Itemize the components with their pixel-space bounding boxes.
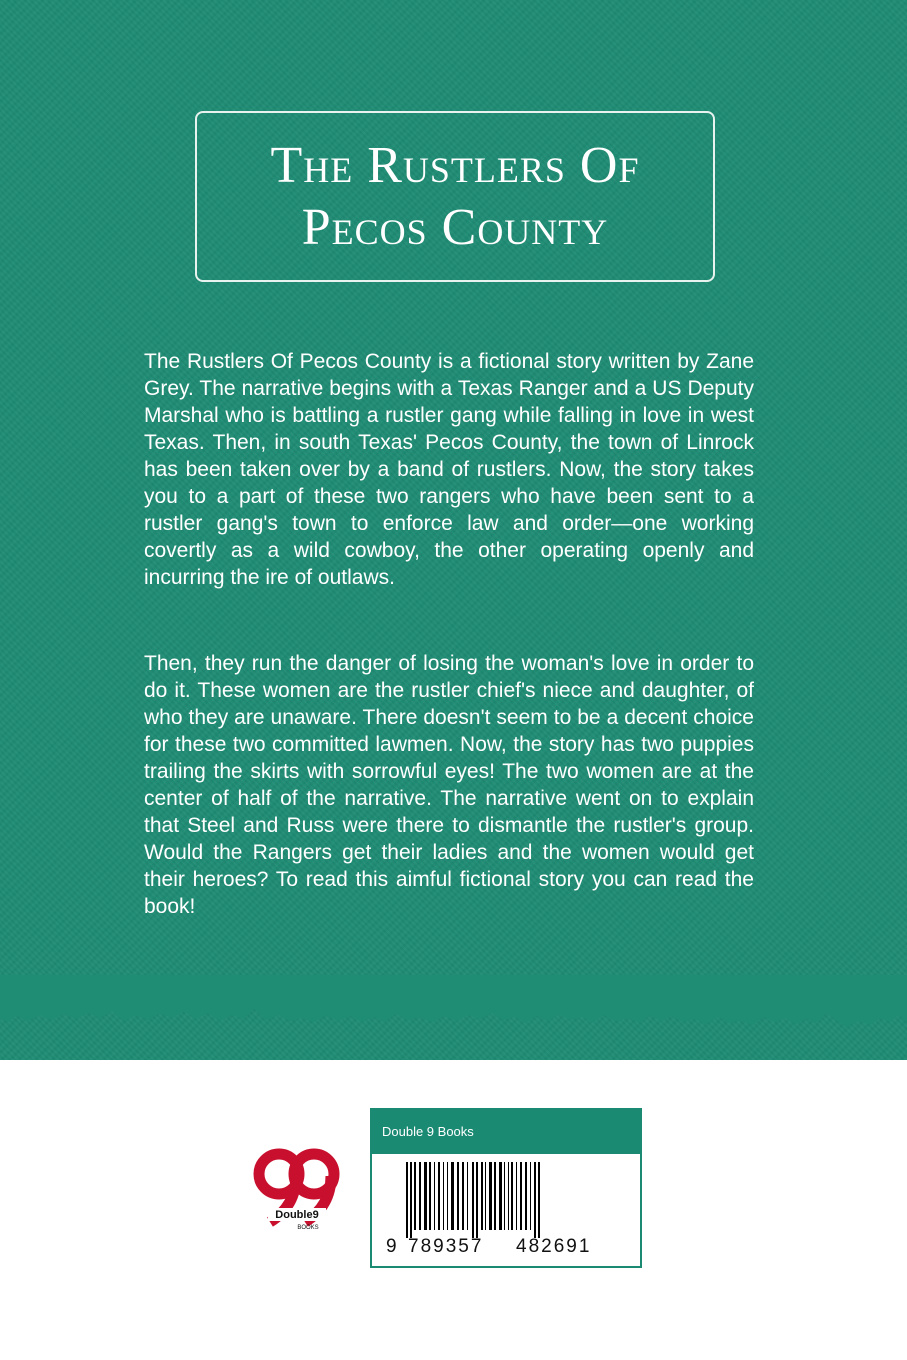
barcode-bar	[494, 1162, 496, 1230]
book-title-line-1: The Rustlers Of	[270, 136, 640, 194]
barcode-bar	[438, 1162, 440, 1230]
barcode-panel	[370, 1108, 642, 1268]
publisher-logo-text: Double9	[275, 1209, 319, 1221]
barcode-bar	[424, 1162, 427, 1230]
title-frame	[195, 111, 715, 282]
barcode-bar	[516, 1162, 517, 1230]
book-title-line-2: Pecos County	[301, 198, 609, 256]
barcode-bar	[447, 1162, 448, 1230]
blurb-paragraph-2: Then, they run the danger of losing the woman's love in order to do it. These women are the rustler chief's niece and daughter, of who they are unaware. There doesn't seem to be a decent choice for these two committed lawmen. Now, the story has two puppies trailing the skirts with sorrowful eyes! The two women are at the center of half of the narrative. The narrative went on to explain that Steel and Russ were there to dismantle the rustler's group. Would the Rangers get their ladies and the women would get their heroes? To read this aimful fictional story you can read the book!	[144, 652, 754, 918]
barcode-bar	[472, 1162, 474, 1238]
barcode-bar	[525, 1162, 527, 1230]
barcode-bar	[534, 1162, 536, 1238]
barcode-bar	[481, 1162, 483, 1230]
barcode-bar	[462, 1162, 464, 1230]
publisher-logo	[252, 1148, 342, 1232]
barcode-bar	[410, 1162, 412, 1238]
barcode-bar	[414, 1162, 416, 1230]
barcode-bar	[504, 1162, 505, 1230]
isbn-left-group: 789357	[408, 1236, 484, 1257]
barcode-bar	[457, 1162, 459, 1230]
barcode-bar	[476, 1162, 478, 1238]
barcode-bar	[434, 1162, 435, 1230]
barcode-bar	[499, 1162, 502, 1230]
isbn-right-group: 482691	[516, 1236, 592, 1257]
barcode-bar	[485, 1162, 486, 1230]
barcode-bar	[538, 1162, 540, 1238]
barcode-bar	[511, 1162, 513, 1230]
barcode-bar	[520, 1162, 522, 1230]
torn-paper-edge	[0, 975, 907, 1065]
barcode-bar	[429, 1162, 431, 1230]
isbn-barcode	[386, 1162, 630, 1238]
barcode-bar	[530, 1162, 531, 1230]
barcode-bar	[451, 1162, 454, 1230]
isbn-lead-digit: 9	[386, 1236, 397, 1257]
barcode-bar	[508, 1162, 509, 1230]
barcode-bar	[489, 1162, 492, 1230]
barcode-bar	[406, 1162, 408, 1238]
isbn-number	[386, 1236, 630, 1260]
barcode-bar	[467, 1162, 468, 1230]
barcode-bar	[419, 1162, 421, 1230]
publisher-logo-subtext: BOOKS	[297, 1225, 319, 1231]
barcode-bar	[443, 1162, 444, 1230]
blurb-paragraph-1: The Rustlers Of Pecos County is a fictional story written by Zane Grey. The narrative begins with a Texas Ranger and a US Deputy Marshal who is battling a rustler gang while falling in love in west Texas. Then, in south Texas' Pecos County, the town of Linrock has been taken over by a band of rustlers. Now, the story takes you to a part of these two rangers who have been sent to a rustler gang's town to enforce law and order—one working covertly as a wild cowboy, the other operating openly and incurring the ire of outlaws.	[144, 350, 754, 589]
publisher-name: Double 9 Books	[372, 1110, 640, 1154]
